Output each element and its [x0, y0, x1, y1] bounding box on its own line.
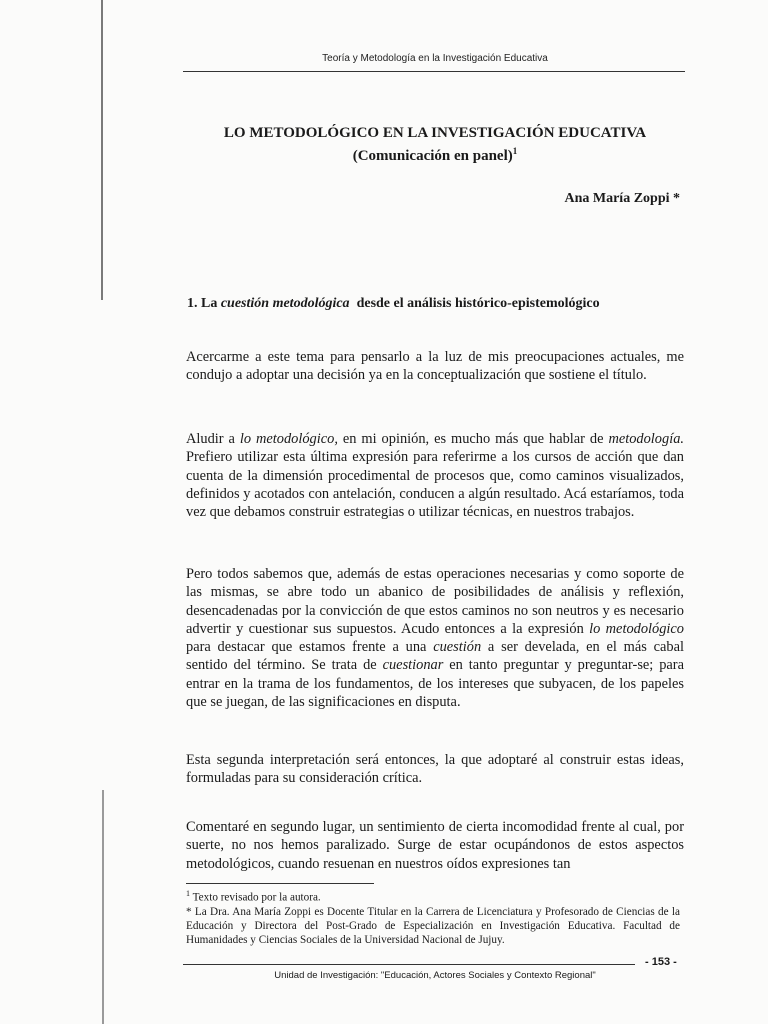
author-name: Ana María Zoppi * [564, 191, 680, 206]
title-footnote-mark: 1 [512, 146, 518, 156]
running-header: Teoría y Metodología en la Investigación Educativa [322, 53, 548, 64]
title-line-1: LO METODOLÓGICO EN LA INVESTIGACIÓN EDUCATIVA [223, 125, 647, 141]
footer-rule [183, 964, 635, 965]
text-run: Pero todos sabemos que, además de estas operaciones necesarias y como soporte de las mismas, se abre todo un abanico de posibilidades de análisis y reflexión, desencadenadas por la convicción de que estos caminos no son neutros y es necesario advertir y cuestionar sus supuestos. Acudo entonces a la expresión [186, 566, 684, 637]
text-run: en mi opinión, es mucho más que hablar de [337, 431, 609, 447]
paragraph-5: Comentaré en segundo lugar, un sentimiento de cierta incomodidad frente al cual, por suerte, no nos hemos paralizado. Surge de estar ocupándonos de estos aspectos metodológicos, cuando resuenan en nuestros oídos expresiones tan [186, 819, 684, 872]
text-run: a ser develada, en el más cabal sentido del término. Se trata de [186, 639, 684, 674]
footnote-text: Texto revisado por la autora. [190, 891, 321, 904]
footnote-rule [186, 883, 374, 884]
title-subtitle: (Comunicación en panel) [352, 148, 513, 164]
section-number: 1. La [187, 296, 221, 311]
italic-run: lo metodológico, [239, 431, 338, 447]
text-run: en tanto preguntar y preguntar-se; para entrar en la trama de los fundamentos, de los intereses que subyacen, de los papeles que se juegan, de las significaciones en disputa. [186, 657, 684, 711]
italic-run: cuestionar [382, 657, 444, 674]
italic-run: cuestión [433, 639, 482, 656]
footnote-mark: 1 [186, 889, 190, 898]
running-footer: Unidad de Investigación: "Educación, Actores Sociales y Contexto Regional" [274, 970, 596, 981]
paragraph-2 [186, 430, 684, 521]
text-run: Prefiero utilizar esta última expresión para referirme a los cursos de acción que dan cuenta de la dimensión procedimental de procesos que, como caminos visualizados, definidos y acotados con antelación, conducen a algún resultado. Acá estaríamos, toda vez que debamos construir estrategias o utilizar técnicas, en nuestros trabajos. [186, 449, 684, 521]
footnotes [186, 887, 680, 947]
italic-run: metodología. [608, 431, 684, 447]
text-run: Aludir a [186, 431, 240, 447]
footnote-author: * La Dra. Ana María Zoppi es Docente Titular en la Carrera de Licenciatura y Profesorado de Ciencias de la Educación y Directora del Post-Grado de Especialización en Investigación Educativa. Facultad de Humanidades y Ciencias Sociales de la Universidad Nacional de Jujuy. [186, 905, 680, 946]
section-rest: desde el análisis histórico-epistemológico [349, 296, 600, 311]
scan-edge-mark [102, 790, 104, 1024]
footnote-1 [186, 887, 680, 905]
title-line-2 [185, 142, 685, 165]
paragraph-1: Acercarme a este tema para pensarlo a la luz de mis preocupaciones actuales, me condujo a adoptar una decisión ya en la conceptualización que sostiene el título. [186, 349, 684, 384]
text-run: para destacar que estamos frente a una [186, 639, 434, 656]
italic-run: lo metodológico [589, 620, 684, 637]
scan-edge-mark [101, 0, 103, 300]
paragraph-4: Esta segunda interpretación será entonces, la que adoptaré al construir estas ideas, formuladas para su consideración crítica. [186, 752, 684, 787]
page-number: - 153 - [645, 956, 677, 968]
paragraph-3 [186, 565, 684, 711]
section-italic: cuestión metodológica [220, 296, 350, 311]
section-heading [187, 296, 687, 312]
article-title [185, 124, 685, 165]
header-rule [183, 71, 685, 72]
